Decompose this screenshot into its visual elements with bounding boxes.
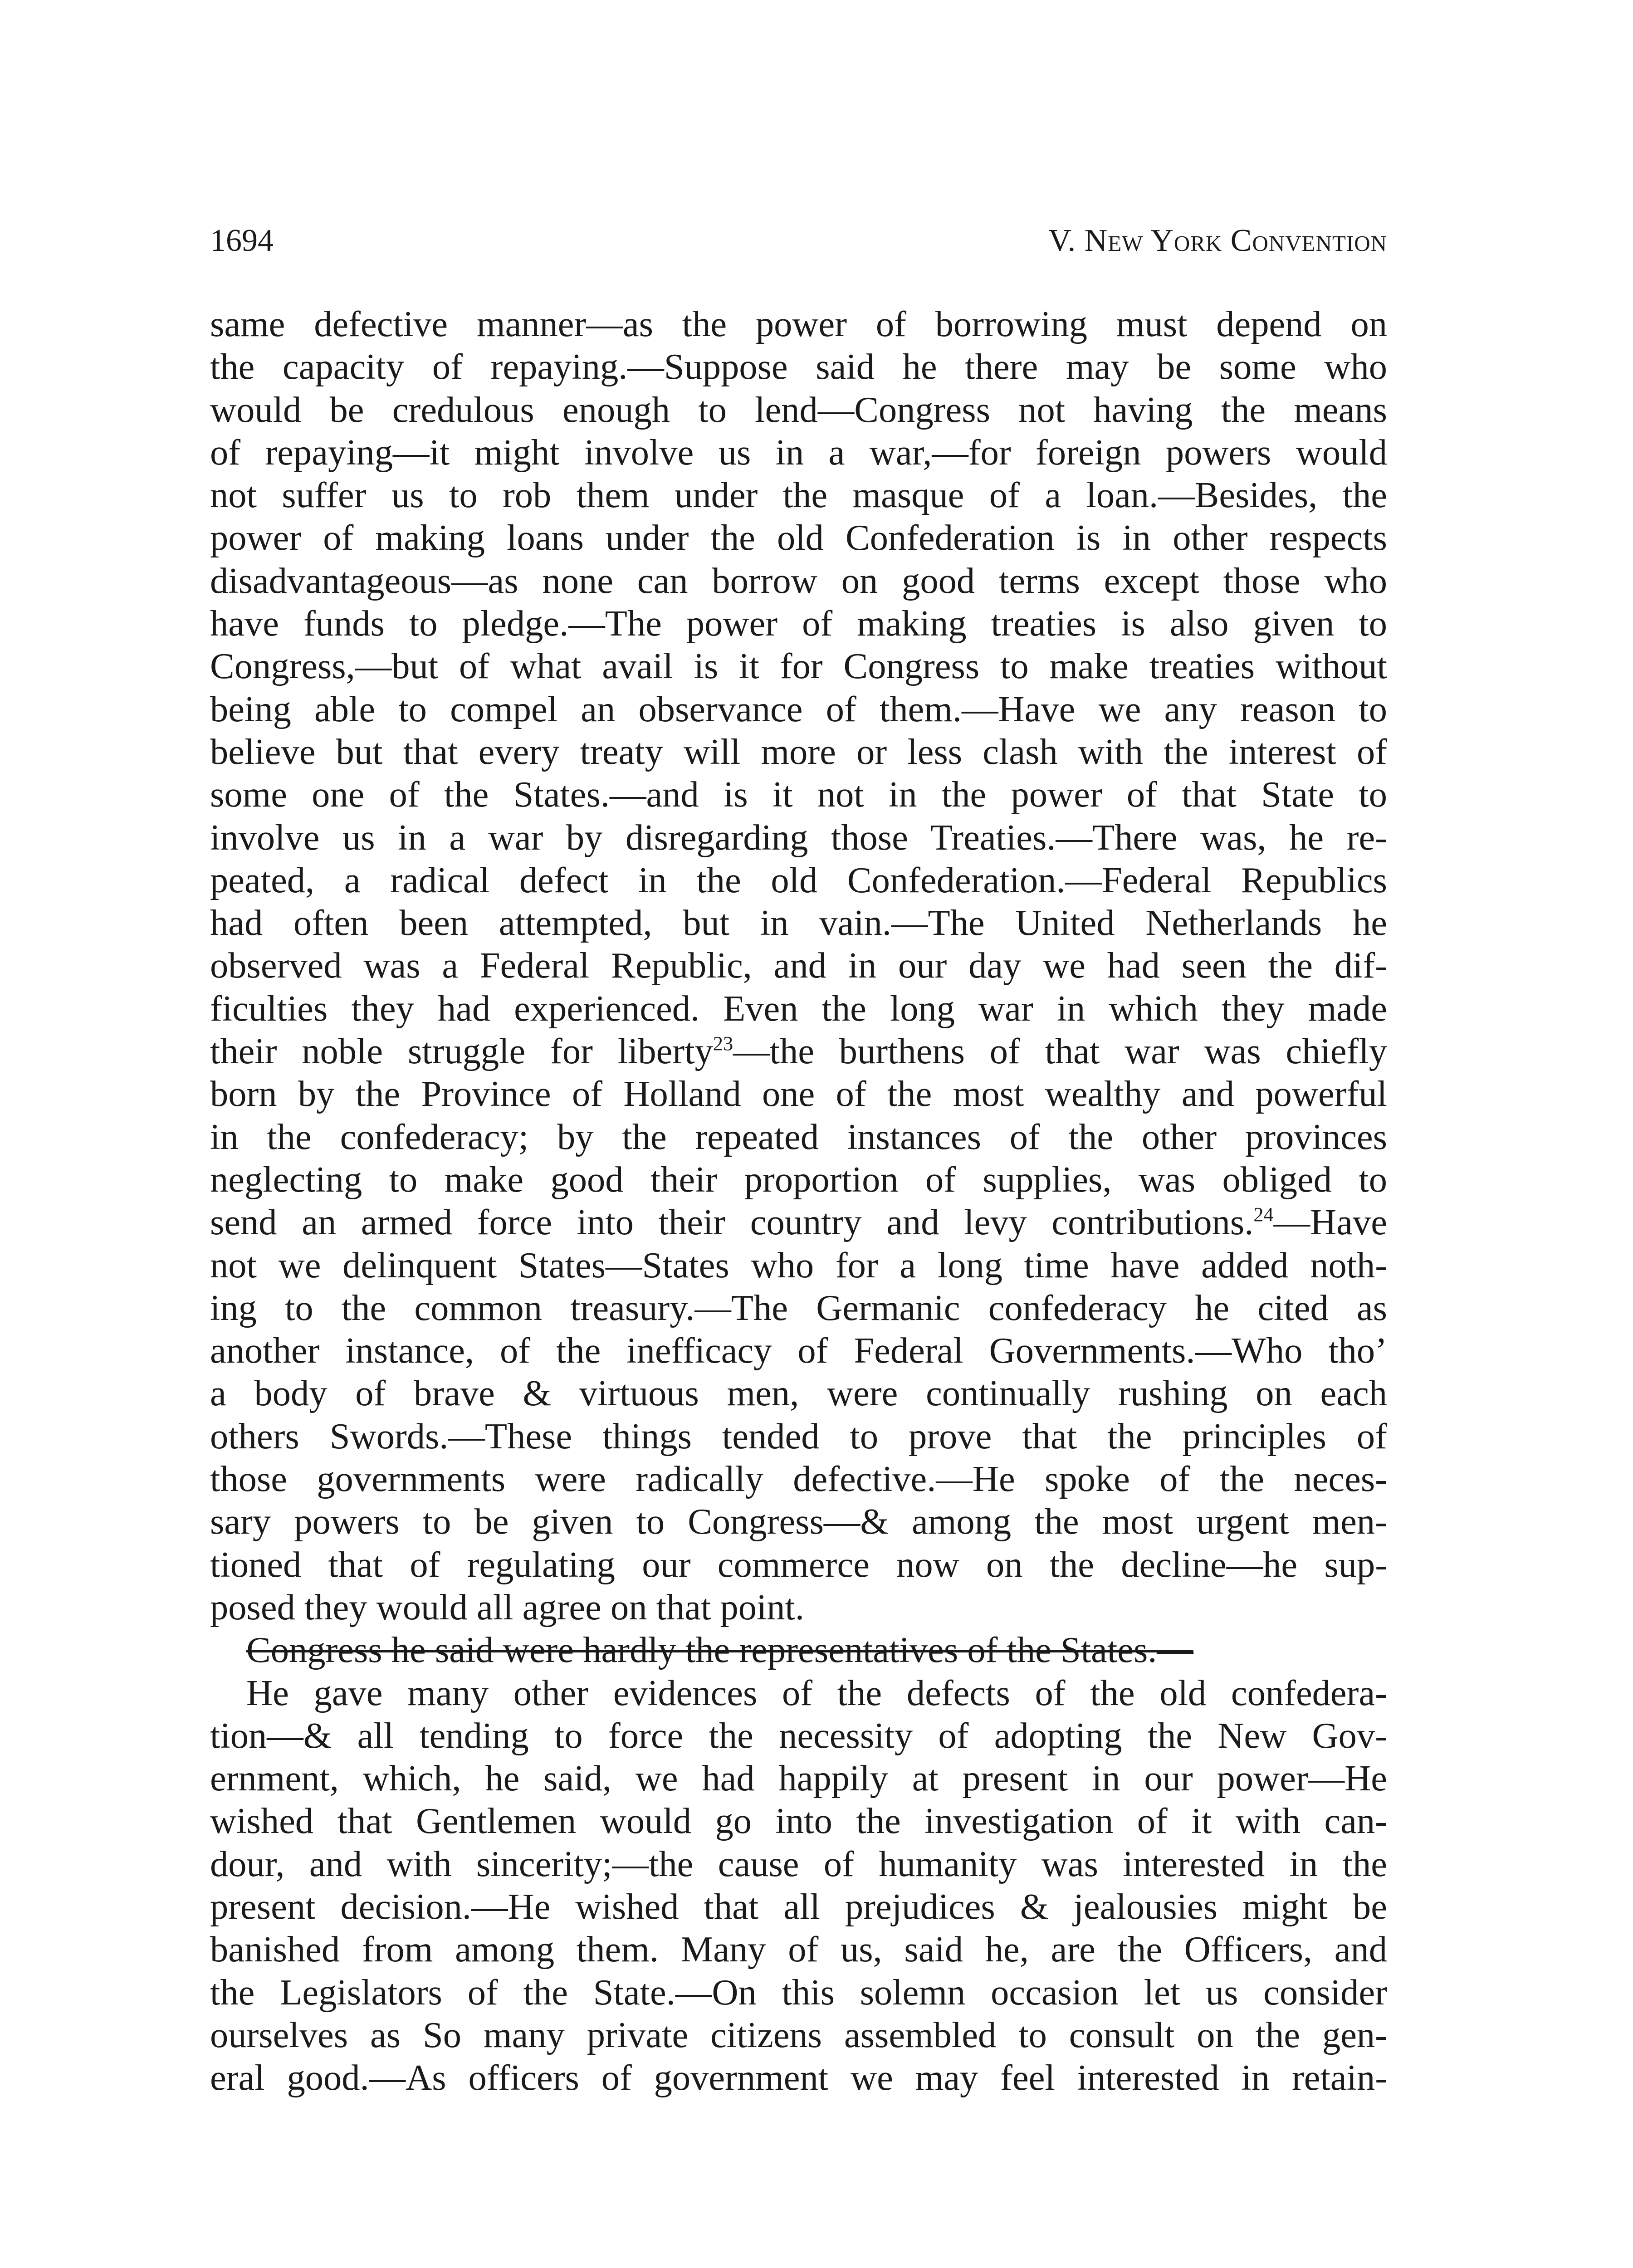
text-line: some one of the States.—and is it not in the power of that State to (210, 774, 1387, 815)
text-line: in the confederacy; by the repeated instances of the other provinces (210, 1116, 1387, 1157)
text-line: of repaying—it might involve us in a war,—for foreign powers would (210, 432, 1387, 473)
text-line: not suffer us to rob them under the masque of a loan.—Besides, the (210, 475, 1387, 516)
text-line: same defective manner—as the power of borrowing must depend on (210, 304, 1387, 344)
running-head (210, 216, 1387, 266)
text-line-with-footnote (210, 1030, 1387, 1073)
text-line: being able to compel an observance of them.—Have we any reason to (210, 689, 1387, 729)
text-line: a body of brave & virtuous men, were continually rushing on each (210, 1373, 1387, 1414)
text-line: ficulties they had experienced. Even the long war in which they made (210, 988, 1387, 1029)
text-line: peated, a radical defect in the old Confederation.—Federal Republics (210, 860, 1387, 900)
struck-text: Congress he said were hardly the representatives of the States.— (246, 1630, 1193, 1671)
text-line: neglecting to make good their proportion of supplies, was obliged to (210, 1159, 1387, 1200)
text-line: the Legislators of the State.—On this solemn occasion let us consider (210, 1972, 1387, 2013)
text-line: wished that Gentlemen would go into the investigation of it with can- (210, 1801, 1387, 1842)
text-line: observed was a Federal Republic, and in our day we had seen the dif- (210, 945, 1387, 986)
text-line: believe but that every treaty will more or less clash with the interest of (210, 731, 1387, 772)
line-text-tail: —the burthens of that war was chiefly (733, 1031, 1387, 1072)
line-text: their noble struggle for liberty (210, 1031, 713, 1072)
text-line: the capacity of repaying.—Suppose said he there may be some who (210, 347, 1387, 387)
text-line: tion—& all tending to force the necessity of adopting the New Gov- (210, 1715, 1387, 1756)
text-line: power of making loans under the old Confederation is in other respects (210, 518, 1387, 558)
text-line: born by the Province of Holland one of the most wealthy and powerful (210, 1074, 1387, 1114)
text-line: not we delinquent States—States who for a long time have added noth- (210, 1245, 1387, 1286)
section-title: V. New York Convention (1048, 223, 1387, 258)
text-line: involve us in a war by disregarding those Treaties.—There was, he re- (210, 817, 1387, 858)
footnote-ref-23[interactable]: 23 (713, 1032, 733, 1055)
text-line: ourselves as So many private citizens assembled to consult on the gen- (210, 2014, 1387, 2055)
line-text-tail: —Have (1273, 1202, 1387, 1243)
text-line: those governments were radically defective.—He spoke of the neces- (210, 1459, 1387, 1500)
body-text (210, 303, 1387, 2099)
text-line: have funds to pledge.—The power of making treaties is also given to (210, 603, 1387, 644)
text-line: sary powers to be given to Congress—& among the most urgent men- (210, 1501, 1387, 1542)
text-line: tioned that of regulating our commerce now on the decline—he sup- (210, 1544, 1387, 1585)
text-line: others Swords.—These things tended to prove that the principles of (210, 1416, 1387, 1457)
text-line: had often been attempted, but in vain.—The United Netherlands he (210, 903, 1387, 943)
struck-line (210, 1629, 1387, 1672)
text-line: would be credulous enough to lend—Congress not having the means (210, 389, 1387, 430)
text-line: ernment, which, he said, we had happily at present in our power—He (210, 1758, 1387, 1799)
text-line: ing to the common treasury.—The Germanic confederacy he cited as (210, 1287, 1387, 1328)
text-line: He gave many other evidences of the defects of the old confedera- (246, 1672, 1387, 1713)
text-line: banished from among them. Many of us, said he, are the Officers, and (210, 1929, 1387, 1970)
page-number: 1694 (210, 223, 274, 258)
text-line: present decision.—He wished that all prejudices & jealousies might be (210, 1886, 1387, 1927)
footnote-ref-24[interactable]: 24 (1253, 1203, 1274, 1226)
text-line: dour, and with sincerity;—the cause of humanity was interested in the (210, 1843, 1387, 1884)
text-line: disadvantageous—as none can borrow on good terms except those who (210, 560, 1387, 601)
text-line: eral good.—As officers of government we may feel interested in retain- (210, 2058, 1387, 2098)
text-line: Congress,—but of what avail is it for Congress to make treaties without (210, 646, 1387, 687)
text-line-with-footnote (210, 1201, 1387, 1244)
text-line: posed they would all agree on that point. (210, 1587, 805, 1628)
line-text: send an armed force into their country and levy contributions. (210, 1202, 1254, 1243)
text-line: another instance, of the inefficacy of Federal Governments.—Who tho’ (210, 1330, 1387, 1371)
